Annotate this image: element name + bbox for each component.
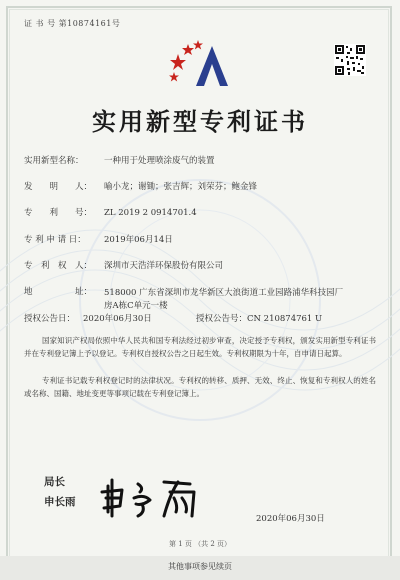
certificate-number: 证 书 号 第10874161号 <box>24 19 121 28</box>
field-label: 地 址： <box>24 287 93 297</box>
handwritten-signature <box>98 476 210 520</box>
field-patentee <box>24 261 224 272</box>
field-value: 518000 广东省深圳市龙华新区大浪街道工业园路浦华科技园厂房A栋C单元一楼 <box>104 288 344 311</box>
certificate-title: 实用新型专利证书 <box>92 107 308 136</box>
legal-paragraph-1: 国家知识产权局依照中华人民共和国专利法经过初步审查，决定授予专利权，颁发实用新型专利证书并在专利登记簿上予以登记。专利权自授权公告之日起生效。专利权期限为十年，自申请日起算。 <box>24 336 376 358</box>
field-patent-number <box>24 208 197 219</box>
field-inventors <box>24 182 258 193</box>
field-utility-name <box>24 156 215 167</box>
field-value: 2019年06月14日 <box>104 235 173 245</box>
bottom-note: 其他事项参见续页 <box>168 562 232 571</box>
field-label: 授权公告日： <box>24 314 76 324</box>
field-label: 发 明 人： <box>24 182 93 192</box>
field-label: 授权公告号： <box>196 314 248 324</box>
cnipa-logo <box>168 36 232 92</box>
official-title: 局长 <box>44 476 65 488</box>
field-label: 实用新型名称： <box>24 156 84 166</box>
field-label: 专 利 号： <box>24 208 93 218</box>
official-name: 申长雨 <box>44 496 76 508</box>
field-label: 专 利 权 人： <box>24 261 93 271</box>
field-application-date <box>24 235 173 246</box>
field-value: 一种用于处理喷涂废气的装置 <box>104 156 215 166</box>
field-value: CN 210874761 U <box>247 314 323 324</box>
field-value: 2020年06月30日 <box>83 314 152 324</box>
field-value: 喻小龙；谢锄；张吉辉；刘荣芬；鲍金锋 <box>104 182 258 192</box>
legal-paragraph-2: 专利证书记载专利权登记时的法律状况。专利权的转移、质押、无效、终止、恢复和专利权人的姓名或名称、国籍、地址变更等事项记载在专利登记簿上。 <box>24 376 376 398</box>
qr-code <box>334 44 366 76</box>
sign-date: 2020年06月30日 <box>256 514 325 524</box>
publication-date <box>24 312 152 324</box>
announcement-number <box>196 312 322 324</box>
field-value: 深圳市天浩洋环保股份有限公司 <box>104 261 224 271</box>
field-label: 专 利 申 请 日： <box>24 235 86 245</box>
field-address <box>24 287 344 311</box>
official-block <box>44 474 76 514</box>
page-number: 第 1 页 （共 2 页） <box>168 540 232 548</box>
field-value: ZL 2019 2 0914701.4 <box>104 208 197 218</box>
